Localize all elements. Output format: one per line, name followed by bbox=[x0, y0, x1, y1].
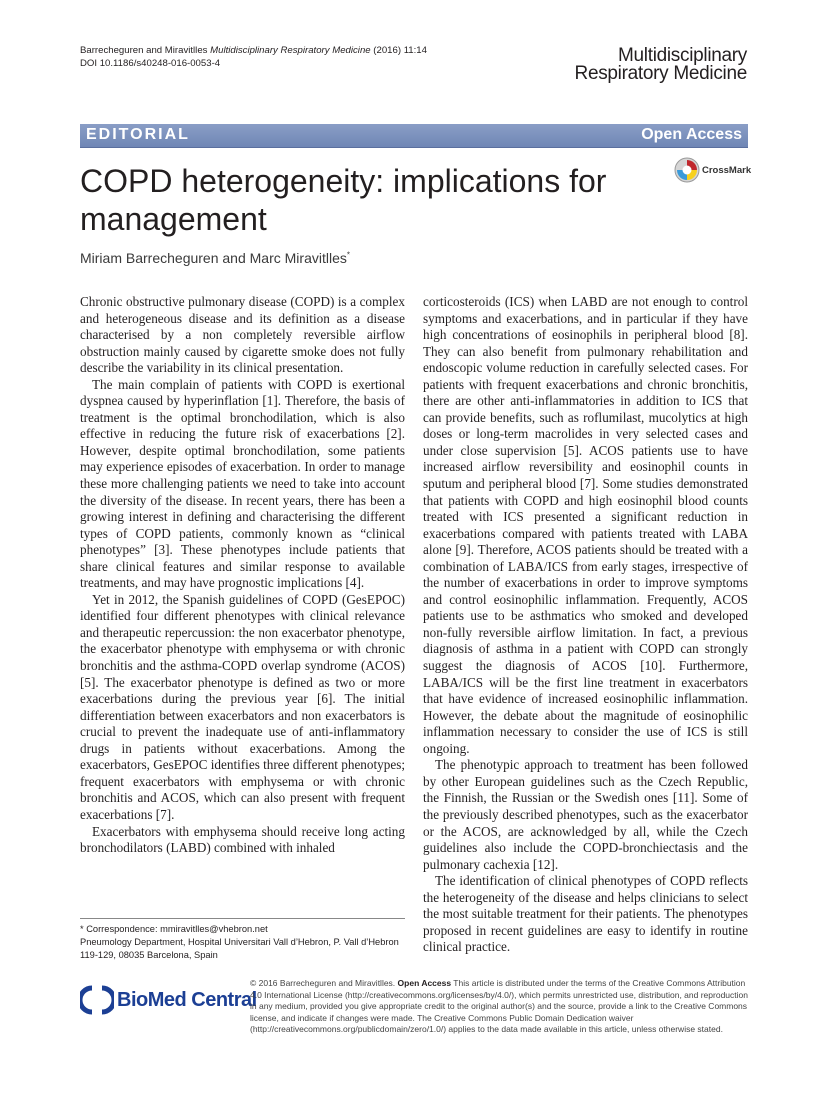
license-open-access: Open Access bbox=[397, 978, 452, 988]
journal-logo bbox=[575, 47, 747, 83]
license-text: This article is distributed under the terms of the Creative Commons Attribution 4.0 International License (http://creativecommons.org/licenses/by/4.0/), which permits unrestricted use, distribution, and reproduction in any medium, provided you give appropriate credit to the original author(s) and the source, provide a link to the Creative Commons license, and indicate if changes were made. The Creative Commons Public Domain Dedication waiver (http://creativecommons.org/publicdomain/zero/1.0/) applies to the data made available in this article, unless otherwise stated. bbox=[250, 978, 748, 1035]
body-paragraph: Yet in 2012, the Spanish guidelines of COPD (GesEPOC) identified four different phenotypes with clinical relevance and therapeutic repercussion: the non exacerbator phenotype, the exacerbator phenotype with emphysema or with chronic bronchitis and the asthma-COPD overlap syndrome (ACOS) [5]. The exacerbator phenotype is defined as two or more exacerbations during the previous year [6]. The initial differentiation between exacerbators and non exacerbators is crucial to prevent the inadequate use of anti-inflammatory drugs in patients without exacerbations. Among the exacerbators, GesEPOC identifies three different phenotypes; frequent exacerbators with emphysema or with chronic bronchitis and ACOS, which can also present with frequent exacerbations [7]. bbox=[80, 591, 405, 822]
section-label: EDITORIAL bbox=[86, 126, 190, 143]
body-column-right bbox=[423, 294, 748, 956]
license-statement bbox=[250, 978, 748, 1036]
body-paragraph: The phenotypic approach to treatment has been followed by other European guidelines such as the Czech Republic, the Finnish, the Russian or the Swedish ones [11]. Some of the previously described phenotypes, such as the exacerbator or the ACOS, are acknowledged by all, while the Czech guidelines also include the COPD-bronchiectasis and the pulmonary cachexia [12]. bbox=[423, 757, 748, 872]
body-column-left bbox=[80, 294, 405, 857]
publisher-logo bbox=[80, 985, 257, 1015]
running-header-citation bbox=[80, 44, 427, 70]
correspondence-mark: * bbox=[346, 250, 350, 260]
article-title: COPD heterogeneity: implications for management bbox=[80, 163, 607, 237]
journal-logo-line2: Respiratory Medicine bbox=[574, 63, 747, 84]
body-paragraph: The identification of clinical phenotypes of COPD reflects the heterogeneity of the disease and helps clinicians to select the most suitable treatment for their patients. The phenotypes proposed in recent guidelines are easy to identify in routine clinical practice. bbox=[423, 873, 748, 955]
body-paragraph: corticosteroids (ICS) when LABD are not enough to control symptoms and exacerbations, and in particular if they have high concentrations of eosinophils in peripheral blood [8]. They can also benefit from pulmonary rehabilitation and endoscopic volume reduction in carefully selected cases. For patients with frequent exacerbations and chronic bronchitis, there are other anti-inflammatories in addition to ICS that can provide benefits, such as roflumilast, mucolytics at high doses or long-term macrolides in very selected cases and under close supervision [5]. ACOS patients use to have increased airflow reversibility and eosinophil counts in sputum and peripheral blood [7]. Some studies demonstrated that patients with COPD and high eosinophil blood counts treated with ICS presented a significant reduction in exacerbations compared with patients treated with LABA alone [9]. Therefore, ACOS patients should be treated with a combination of LABA/ICS from early stages, irrespective of the number of exacerbations in order to improve symptoms and control eosinophilic inflammation. Frequently, ACOS patients use to be asthmatics who smoked and developed non-fully reversible airflow limitation. In fact, a previous diagnosis of asthma in a patient with COPD can strongly suggest the diagnosis of ACOS [10]. Furthermore, LABA/ICS will be the first line treatment in exacerbators that have evidence of increased eosinophilic inflammation. However, the debate about the magnitude of eosinophilic inflammation necessary to consider the use of ICS is still ongoing. bbox=[423, 294, 748, 756]
author-names: Miriam Barrecheguren and Marc Miravitlles bbox=[80, 250, 347, 266]
body-paragraph: Exacerbators with emphysema should receive long acting bronchodilators (LABD) combined with inhaled bbox=[80, 823, 405, 856]
crossmark-badge[interactable] bbox=[674, 157, 751, 183]
license-copyright: © 2016 Barrecheguren and Miravitlles. bbox=[250, 978, 398, 988]
open-access-label: Open Access bbox=[641, 126, 742, 143]
crossmark-icon bbox=[674, 157, 700, 183]
doi: DOI 10.1186/s40248-016-0053-4 bbox=[80, 58, 221, 69]
author-list bbox=[80, 250, 350, 266]
biomed-central-icon bbox=[80, 985, 114, 1015]
affiliation: Pneumology Department, Hospital Universitari Vall d’Hebron, P. Vall d’Hebron 119-129, 08035 Barcelona, Spain bbox=[80, 937, 399, 960]
journal-logo-line1: Multidisciplinary bbox=[618, 45, 747, 66]
body-paragraph: The main complain of patients with COPD is exertional dyspnea caused by hyperinflation [1]. Therefore, the basis of treatment is the optimal bronchodilation, which is also effective in reducing the future risk of exacerbations [2]. However, despite optimal bronchodilation, some patients may experience episodes of exacerbation. In order to manage these more challenging patients we need to take into account the diversity of the disease. In recent years, there has been a growing interest in defining and characterising the different types of COPD patients, commonly known as “clinical phenotypes” [3]. These phenotypes include patients that share clinical features and similar response to available treatments, and may have prognostic implications [4]. bbox=[80, 376, 405, 591]
section-banner bbox=[80, 124, 748, 148]
citation-authors: Barrecheguren and Miravitlles bbox=[80, 45, 208, 56]
footnote-divider bbox=[80, 918, 405, 919]
crossmark-label: CrossMark bbox=[702, 164, 752, 176]
publisher-name: BioMed Central bbox=[117, 988, 257, 1011]
body-paragraph: Chronic obstructive pulmonary disease (COPD) is a complex and heterogeneous disease and its definition as a disease characterised by a non completely reversible airflow obstruction mainly caused by cigarette smoke does not fully describe the variability in its clinical presentation. bbox=[80, 294, 405, 376]
citation-journal: Multidisciplinary Respiratory Medicine bbox=[210, 45, 371, 56]
correspondence-email[interactable]: * Correspondence: mmiravitlles@vhebron.net bbox=[80, 924, 268, 934]
citation-details: (2016) 11:14 bbox=[370, 45, 427, 56]
footnote bbox=[80, 923, 410, 962]
